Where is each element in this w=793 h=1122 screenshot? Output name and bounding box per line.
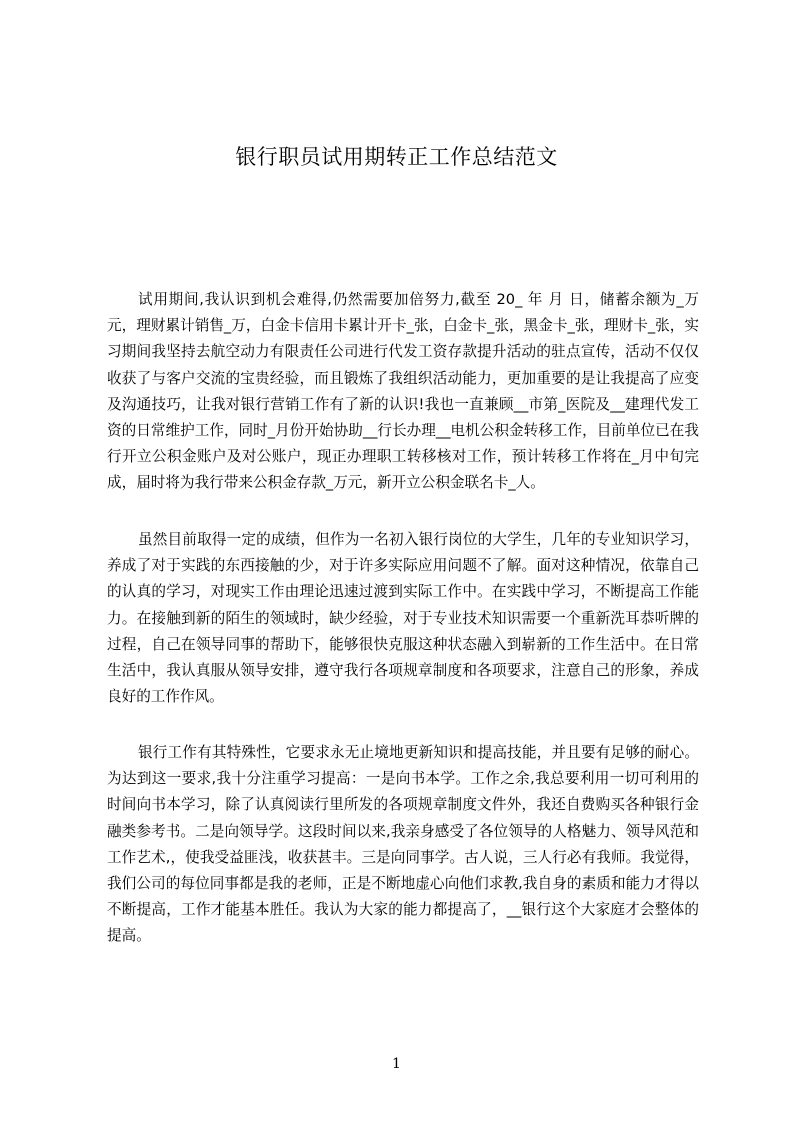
paragraph-3: 银行工作有其特殊性，它要求永无止境地更新知识和提高技能，并且要有足够的耐心。为达到这一要求,我十分注重学习提高：一是向书本学。工作之余,我总要利用一切可利用的时间向书本学习，除了认真阅读行里所发的各项规章制度文件外，我还自费购买各种银行金融类参考书。二是向领导学。这段时间以来,我亲身感受了各位领导的人格魅力、领导风范和工作艺术,，使我受益匪浅，收获甚丰。三是向同事学。古人说，三人行必有我师。我觉得，我们公司的每位同事都是我的老师，正是不断地虚心向他们求教,我自身的素质和能力才得以不断提高，工作才能基本胜任。我认为大家的能力都提高了，__银行这个大家庭才会整体的提高。	[107, 744, 699, 945]
paragraph-1: 试用期间,我认识到机会难得,仍然需要加倍努力,截至 20_ 年 月 日，储蓄余额为_万元，理财累计销售_万，白金卡信用卡累计开卡_张，白金卡_张，黑金卡_张，理财卡_张，实习期间我坚持去航空动力有限责任公司进行代发工资存款提升活动的驻点宣传，活动不仅仅收获了与客户交流的宝贵经验，而且锻炼了我组织活动能力，更加重要的是让我提高了应变及沟通技巧，让我对银行营销工作有了新的认识!我也一直兼顾__市第_医院及__建理代发工资的日常维护工作，同时_月份开始协助__行长办理__电机公积金转移工作，目前单位已在我行开立公积金账户及对公账户，现正办理职工转移核对工作，预计转移工作将在_月中旬完成，届时将为我行带来公积金存款_万元，新开立公积金联名卡_人。	[107, 291, 699, 492]
document-title: 银行职员试用期转正工作总结范文	[235, 145, 558, 169]
paragraph-2: 虽然目前取得一定的成绩，但作为一名初入银行岗位的大学生，几年的专业知识学习，养成了对于实践的东西接触的少，对于许多实际应用问题不了解。面对这种情况，依靠自己的认真的学习，对现实工作由理论迅速过渡到实际工作中。在实践中学习，不断提高工作能力。在接触到新的陌生的领域时，缺少经验，对于专业技术知识需要一个重新洗耳恭听牌的过程，自己在领导同事的帮助下，能够很快克服这种状态融入到崭新的工作生活中。在日常生活中，我认真服从领导安排，遵守我行各项规章制度和各项要求，注意自己的形象，养成良好的工作作风。	[107, 531, 699, 706]
page-number: 1	[392, 1056, 401, 1072]
